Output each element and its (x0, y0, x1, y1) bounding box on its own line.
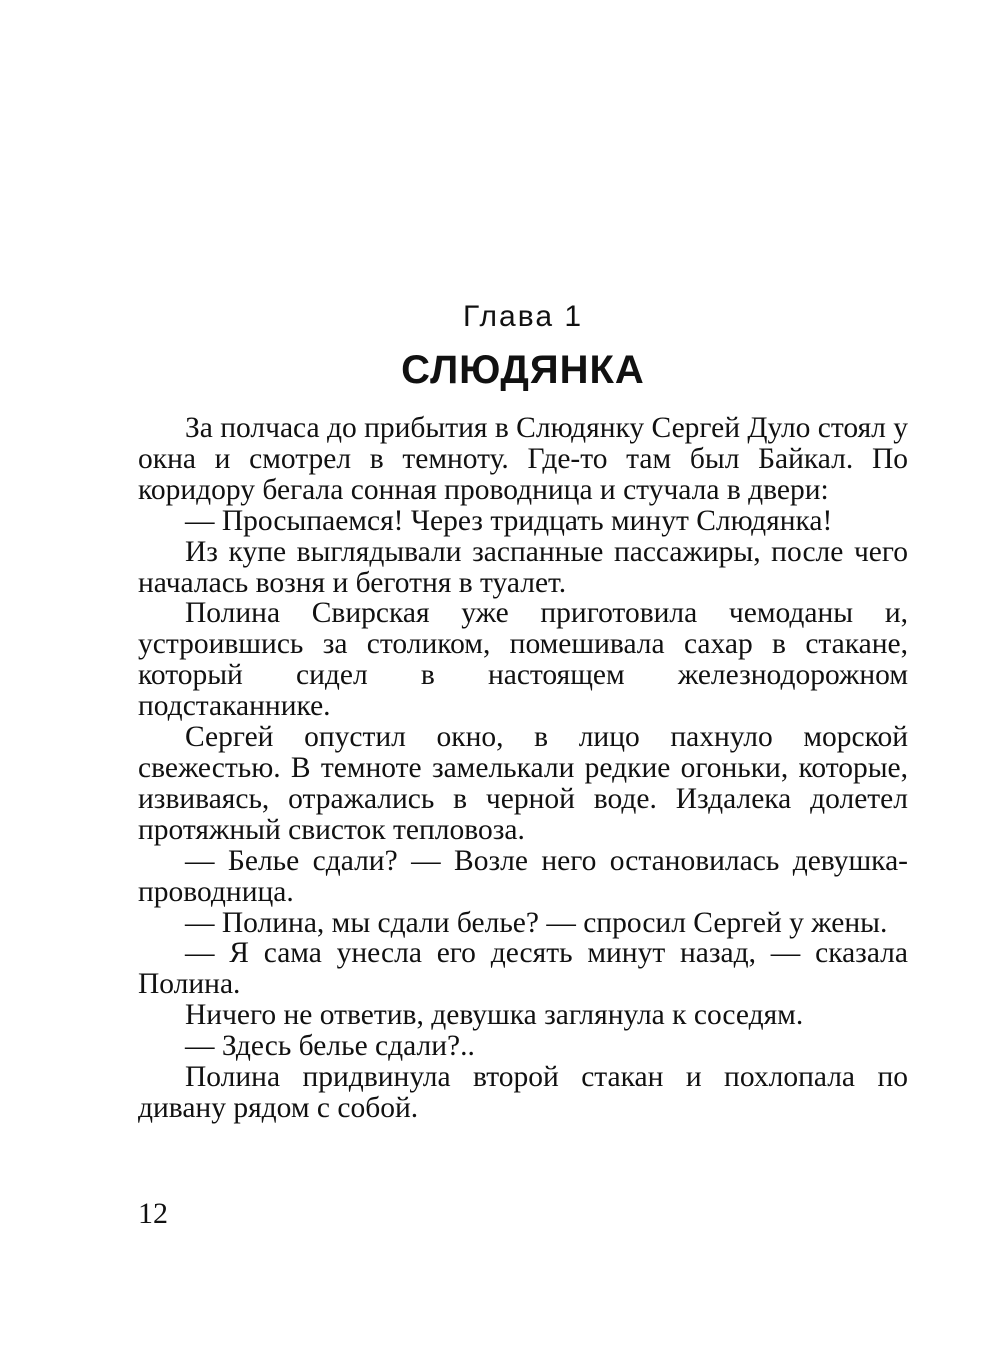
paragraph: — Белье сдали? — Возле него остановилась девушка-проводница. (138, 844, 908, 908)
chapter-body (138, 413, 908, 1124)
paragraph: — Здесь белье сдали?.. (185, 1030, 475, 1063)
page-number: 12 (138, 1197, 168, 1230)
chapter-title: СЛЮДЯНКА (401, 348, 645, 392)
paragraph: — Я сама унесла его десять минут назад, — сказала Полина. (138, 937, 908, 1001)
paragraph: Сергей опустил окно, в лицо пахнуло морской свежестью. В темноте замелькали редкие огоньки, которые, извиваясь, отражались в черной воде. Издалека долетел протяжный свисток тепловоза. (138, 721, 908, 846)
paragraph: — Полина, мы сдали белье? — спросил Сергей у жены. (185, 906, 888, 939)
paragraph: Полина Свирская уже приготовила чемоданы и, устроившись за столиком, помешивала сахар в стакане, который сидел в настоящем железнодорожном подстаканнике. (138, 597, 908, 723)
paragraph: Из купе выглядывали заспанные пассажиры, после чего началась возня и беготня в туалет. (138, 535, 908, 599)
paragraph: — Просыпаемся! Через тридцать минут Слюдянка! (185, 504, 833, 537)
chapter-label: Глава 1 (462, 300, 584, 333)
paragraph: Полина придвинула второй стакан и похлопала по дивану рядом с собой. (138, 1061, 908, 1124)
paragraph: Ничего не ответив, девушка заглянула к соседям. (185, 999, 804, 1032)
paragraph: За полчаса до прибытия в Слюдянку Сергей Дуло стоял у окна и смотрел в темноту. Где-то там был Байкал. По коридору бегала сонная проводница и стучала в двери: (138, 412, 908, 506)
book-page (138, 0, 908, 1346)
